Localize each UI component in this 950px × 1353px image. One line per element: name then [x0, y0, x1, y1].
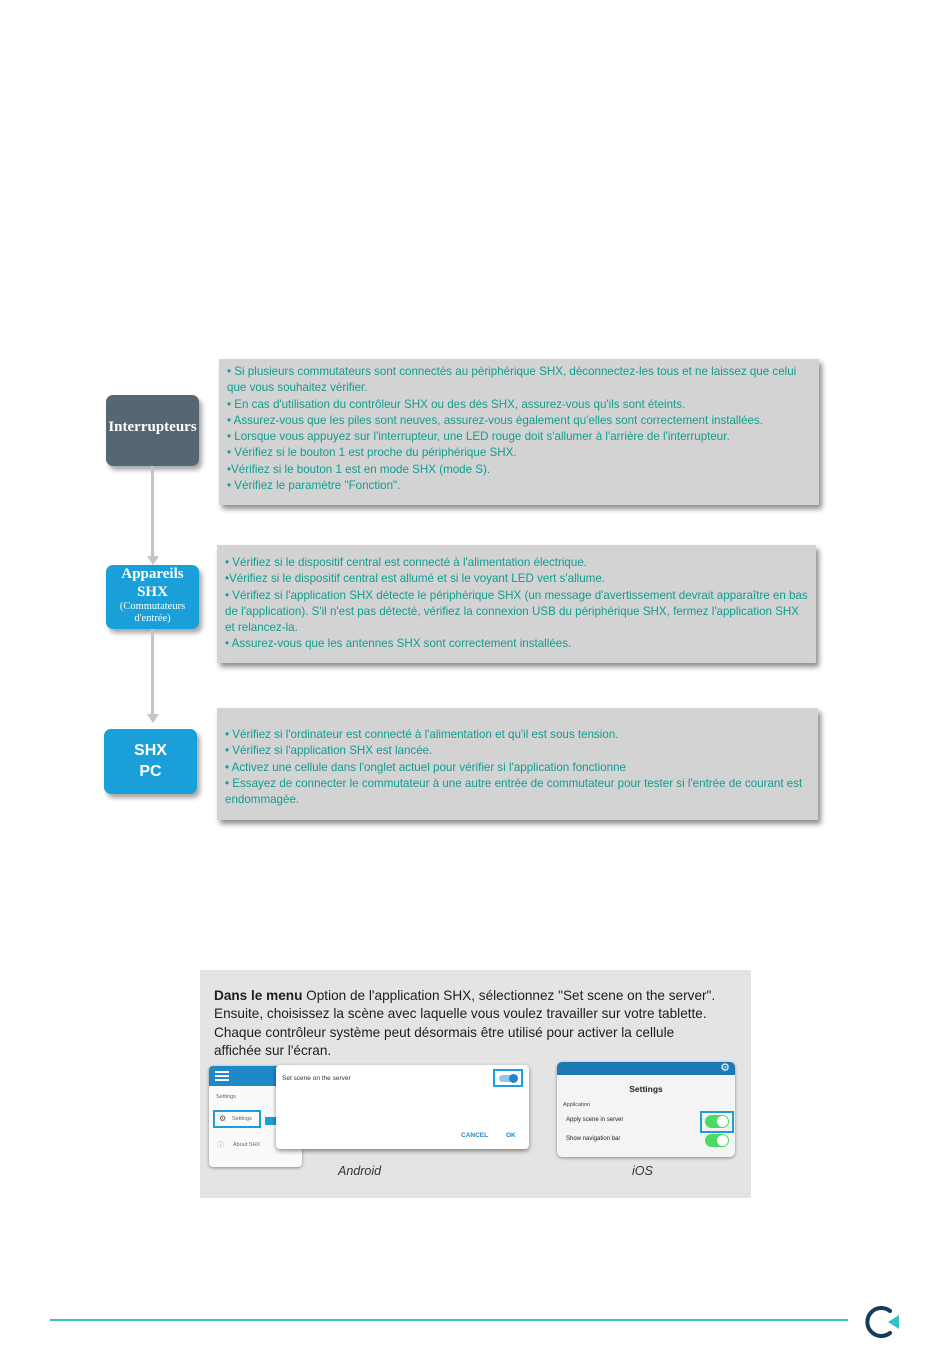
dialog-cancel-button[interactable]: CANCEL: [461, 1132, 489, 1139]
arrowhead-1: [147, 556, 159, 565]
info-line: • Vérifiez si l'application SHX détecte le périphérique SHX (un message d'avertissement devrait apparaître en bas de l'application). S'il n'est pas détecté, vérifiez la connexion USB du périphérique SHX, fermez l'application SHX et relancez-la.: [225, 588, 808, 635]
android-dialog: [276, 1065, 529, 1149]
arrowhead-2: [147, 714, 159, 723]
node-shx-pc: [104, 729, 197, 794]
node-appareils-sub1: (Commutateurs: [119, 601, 186, 612]
ios-row-nav-bar: Show navigation bar: [566, 1136, 621, 1142]
info-line: •Vérifiez si le dispositif central est allumé et si le voyant LED vert s'allume.: [225, 572, 606, 586]
node-appareils-sub2: d'entrée): [134, 613, 171, 624]
node-appareils-line1: Appareils: [121, 566, 184, 582]
ios-row-apply-scene: Apply scene in server: [566, 1117, 624, 1123]
info-line: • Vérifiez si le dispositif central est connecté à l'alimentation électrique.: [225, 556, 587, 569]
instruction-line-1: Option de l'application SHX, sélectionnez "Set scene on the server".: [302, 988, 716, 1003]
dialog-ok-button[interactable]: OK: [506, 1132, 516, 1139]
app-screenshot-figure: [200, 970, 751, 1198]
node-shx-pc-line2: PC: [139, 763, 162, 780]
node-appareils-line2: SHX: [137, 584, 168, 600]
info-circle-icon: ⓘ: [217, 1142, 224, 1149]
info-line: • Vérifiez si le bouton 1 est proche du périphérique SHX.: [227, 446, 517, 460]
instruction-text: [214, 987, 744, 1061]
info-line: • Vérifiez si l'ordinateur est connecté à l'alimentation et qu'il est sous tension.: [225, 728, 619, 741]
instruction-line-3: Chaque contrôleur système peut désormais être utilisé pour activer la cellule: [214, 1024, 675, 1040]
android-menu-about[interactable]: About SHX: [233, 1142, 261, 1148]
ios-title: Settings: [629, 1084, 663, 1094]
info-box-shx-pc: [217, 708, 818, 820]
info-line: • Vérifiez si l'application SHX est lancée.: [225, 744, 433, 758]
hamburger-menu-icon[interactable]: [215, 1071, 229, 1081]
android-menu-settings-label: Settings: [232, 1116, 252, 1122]
connector-1: [151, 466, 154, 559]
dialog-switch-highlight[interactable]: [493, 1069, 523, 1087]
node-shx-pc-line1: SHX: [134, 742, 167, 759]
dialog-label: Set scene on the server: [282, 1075, 351, 1082]
info-line: • Lorsque vous appuyez sur l'interrupteur, une LED rouge doit s'allumer à l'arrière de l'interrupteur.: [227, 430, 730, 444]
instruction-bold: Dans le menu: [214, 988, 303, 1003]
info-line: • Essayez de connecter le commutateur à une autre entrée de commutateur pour tester si l'entrée de courant est endommagée.: [225, 776, 803, 807]
brand-logo-icon: [862, 1302, 902, 1342]
gear-icon[interactable]: ⚙: [720, 1062, 730, 1074]
ios-toggle-nav-bar[interactable]: [705, 1134, 729, 1147]
instruction-line-4: affichée sur l'écran.: [214, 1043, 332, 1059]
dialog-switch-knob: [509, 1074, 518, 1083]
connector-2: [151, 629, 154, 717]
node-interrupteurs-label: Interrupteurs: [108, 419, 197, 435]
node-interrupteurs: [106, 395, 199, 466]
ios-section-label: Application: [563, 1102, 590, 1108]
info-line: •Vérifiez si le bouton 1 est en mode SHX (mode S).: [227, 462, 491, 476]
ios-toggle-apply-scene[interactable]: [705, 1115, 729, 1128]
info-box-appareils: [217, 545, 816, 663]
info-line: • Vérifiez le paramètre "Fonction".: [227, 479, 401, 493]
caption-ios: iOS: [632, 1164, 653, 1178]
instruction-line-2: Ensuite, choisissez la scène avec laquelle vous voulez travailler sur votre tablette.: [214, 1006, 707, 1022]
info-line: • Assurez-vous que les piles sont neuves, assurez-vous également qu'elles sont correctement installées.: [227, 413, 763, 427]
info-line: • En cas d'utilisation du contrôleur SHX ou des dés SHX, assurez-vous qu'ils sont éteints.: [227, 397, 686, 411]
android-menu-settings[interactable]: [213, 1110, 261, 1128]
footer-line: [50, 1319, 848, 1321]
info-line: • Assurez-vous que les antennes SHX sont correctement installées.: [225, 637, 572, 651]
node-appareils-shx: [106, 565, 199, 629]
info-line: • Activez une cellule dans l'onglet actuel pour vérifier si l'application fonctionne: [225, 760, 626, 774]
info-line: • Si plusieurs commutateurs sont connectés au périphérique SHX, déconnectez-les tous et ne laissez que celui que vous souhaitez vérifier.: [227, 365, 797, 395]
ios-settings-panel: [557, 1062, 735, 1157]
android-menu-section: Settings: [216, 1094, 236, 1100]
caption-android: Android: [338, 1164, 382, 1178]
ios-header: [557, 1062, 735, 1075]
settings-gear-icon: ⚙: [219, 1114, 227, 1123]
info-box-interrupteurs: [219, 359, 819, 505]
